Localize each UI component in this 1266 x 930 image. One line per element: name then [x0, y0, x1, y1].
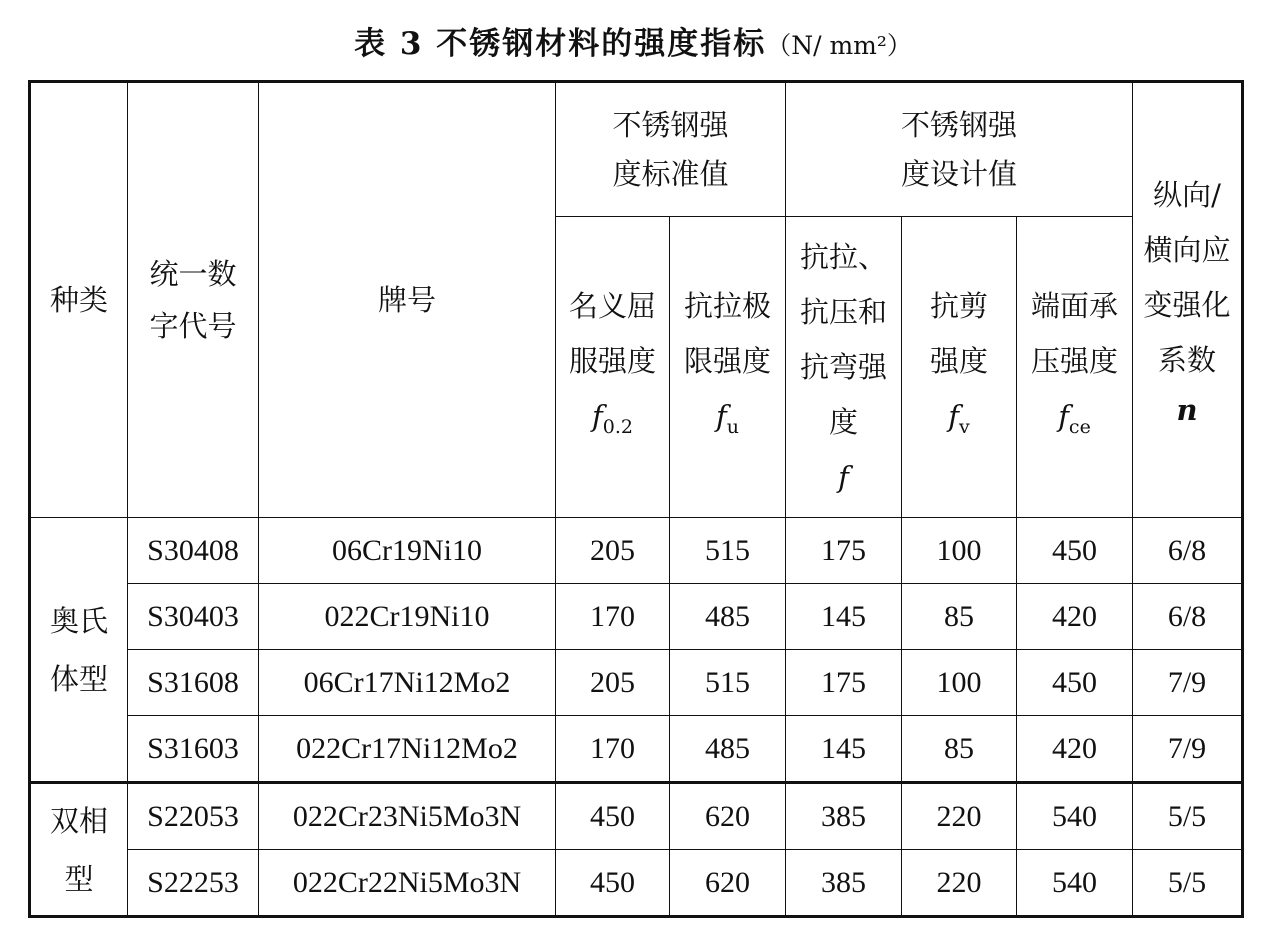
cell-f: 175: [786, 518, 902, 584]
cell-fv: 85: [902, 716, 1017, 783]
symbol-f: f: [1058, 399, 1069, 434]
table-unit: （N/ mm²）: [766, 31, 912, 60]
header-grade-text: 牌号: [377, 282, 436, 317]
cell-grade: 022Cr19Ni10: [259, 584, 556, 650]
cell-n: 5/5: [1133, 783, 1243, 850]
cell-fu: 485: [670, 716, 786, 783]
cell-f: 385: [786, 850, 902, 917]
cell-f02: 170: [556, 584, 670, 650]
cell-fu: 485: [670, 584, 786, 650]
header-fv-symbol: [928, 389, 990, 455]
cell-n: 7/9: [1133, 650, 1243, 716]
header-standard-text: 不锈钢强度标准值: [612, 107, 729, 191]
cell-f: 145: [786, 716, 902, 783]
header-fce-symbol: [1023, 389, 1126, 455]
cell-f02: 205: [556, 518, 670, 584]
cell-fu: 515: [670, 650, 786, 716]
cell-n: 7/9: [1133, 716, 1243, 783]
cell-f: 145: [786, 584, 902, 650]
header-f: [786, 217, 902, 518]
header-fu: [670, 217, 786, 518]
cell-grade: 022Cr22Ni5Mo3N: [259, 850, 556, 917]
header-category-text: 种类: [49, 282, 108, 317]
symbol-sub-u: u: [726, 415, 739, 438]
cell-grade: 022Cr17Ni12Mo2: [259, 716, 556, 783]
header-fce-text: 端面承压强度: [1030, 289, 1118, 379]
cell-fce: 450: [1017, 650, 1133, 716]
cell-code: S30408: [128, 518, 259, 584]
cell-fv: 220: [902, 783, 1017, 850]
header-f02-text: 名义屈服强度: [568, 289, 656, 379]
cell-n: 6/8: [1133, 518, 1243, 584]
group-name: 奥氏体型: [49, 603, 108, 696]
symbol-f: f: [948, 399, 959, 434]
cell-grade: 022Cr23Ni5Mo3N: [259, 783, 556, 850]
group-name: 双相型: [49, 803, 108, 896]
cell-fce: 420: [1017, 584, 1133, 650]
header-design-text: 不锈钢强度设计值: [900, 107, 1017, 191]
table-row: [30, 650, 1243, 716]
cell-fu: 620: [670, 850, 786, 917]
cell-fv: 100: [902, 518, 1017, 584]
header-category: [30, 82, 128, 518]
header-n-text: 纵向/横向应变强化系数: [1143, 178, 1231, 377]
symbol-sub-02: 0.2: [602, 415, 633, 438]
strength-table: [28, 80, 1244, 918]
header-code-text: 统一数字代号: [149, 257, 237, 343]
cell-fce: 540: [1017, 783, 1133, 850]
symbol-f: f: [716, 399, 727, 434]
cell-grade: 06Cr17Ni12Mo2: [259, 650, 556, 716]
cell-fv: 100: [902, 650, 1017, 716]
cell-code: S31603: [128, 716, 259, 783]
header-grade: [259, 82, 556, 518]
header-code: [128, 82, 259, 518]
cell-f: 175: [786, 650, 902, 716]
table-row: [30, 850, 1243, 917]
group-austenitic: [30, 518, 128, 783]
cell-f02: 450: [556, 850, 670, 917]
header-standard-group: [556, 82, 786, 217]
cell-fce: 420: [1017, 716, 1133, 783]
cell-code: S22053: [128, 783, 259, 850]
cell-fv: 220: [902, 850, 1017, 917]
table-row: [30, 518, 1243, 584]
group-duplex: [30, 783, 128, 917]
cell-f: 385: [786, 783, 902, 850]
header-n: [1133, 82, 1243, 518]
cell-f02: 450: [556, 783, 670, 850]
cell-fu: 620: [670, 783, 786, 850]
header-fu-text: 抗拉极限强度: [683, 289, 771, 379]
cell-n: 5/5: [1133, 850, 1243, 917]
symbol-f: f: [592, 399, 603, 434]
cell-code: S22253: [128, 850, 259, 917]
header-fv: [902, 217, 1017, 518]
cell-f02: 205: [556, 650, 670, 716]
table-row: [30, 716, 1243, 783]
cell-fv: 85: [902, 584, 1017, 650]
header-fv-text: 抗剪强度: [929, 289, 988, 379]
cell-code: S31608: [128, 650, 259, 716]
header-f02: [556, 217, 670, 518]
header-f02-symbol: [562, 389, 663, 455]
cell-fce: 540: [1017, 850, 1133, 917]
cell-f02: 170: [556, 716, 670, 783]
header-fu-symbol: [676, 389, 779, 455]
table-row: [30, 584, 1243, 650]
header-f-symbol: f: [838, 459, 849, 494]
symbol-sub-ce: ce: [1068, 415, 1091, 438]
table-row: [30, 783, 1243, 850]
cell-fu: 515: [670, 518, 786, 584]
header-design-group: [786, 82, 1133, 217]
cell-code: S30403: [128, 584, 259, 650]
cell-grade: 06Cr19Ni10: [259, 518, 556, 584]
table-title: [0, 18, 1266, 63]
table-title-text: 表 3 不锈钢材料的强度指标: [354, 26, 767, 62]
symbol-sub-v: v: [959, 415, 970, 438]
cell-fce: 450: [1017, 518, 1133, 584]
header-n-symbol: n: [1176, 393, 1198, 427]
cell-n: 6/8: [1133, 584, 1243, 650]
header-f-text: 抗拉、抗压和抗弯强度: [799, 239, 887, 439]
header-fce: [1017, 217, 1133, 518]
